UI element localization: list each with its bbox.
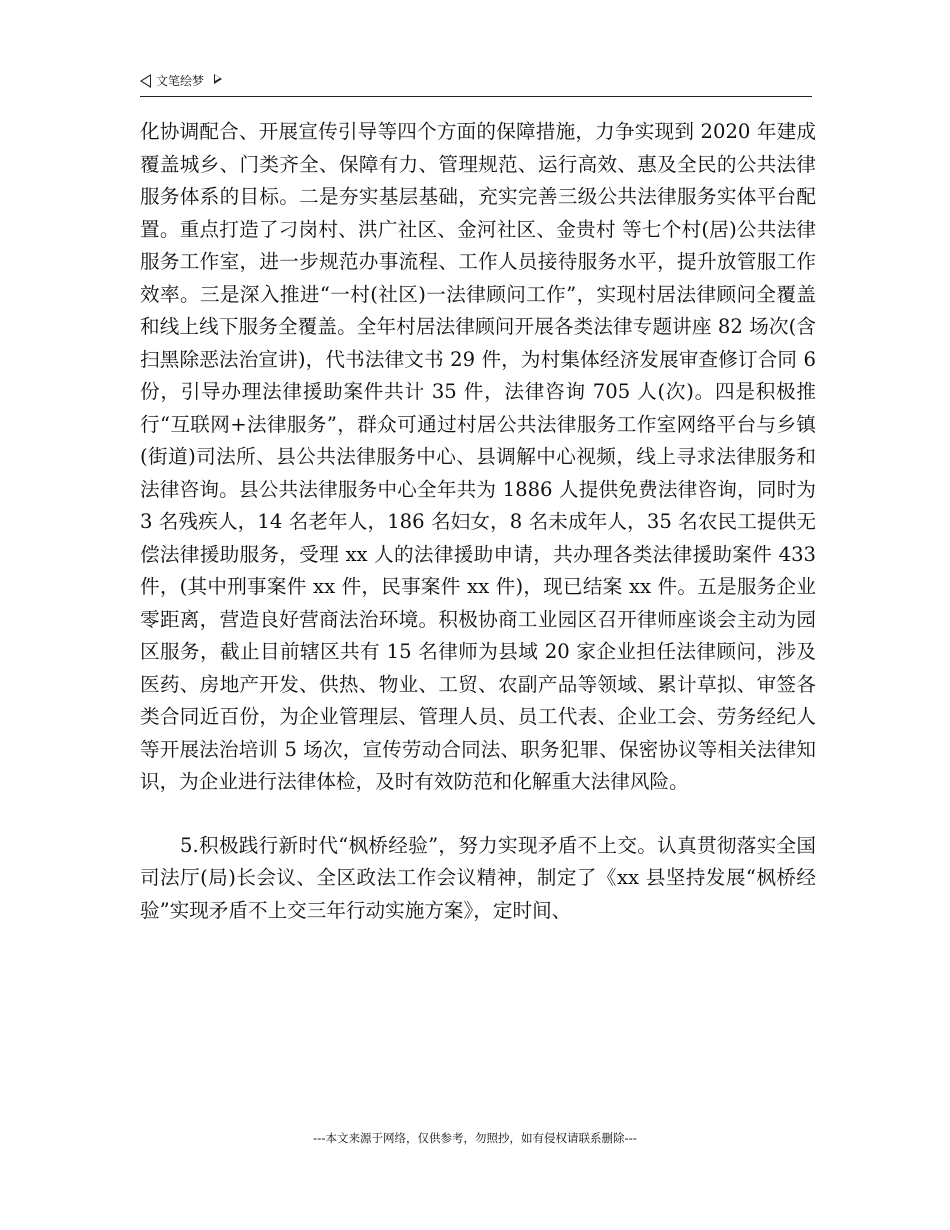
paragraph-2: 5.积极践行新时代“枫桥经验”，努力实现矛盾不上交。认真贯彻落实全国司法厅(局)长会议、全区政法工作会议精神，制定了《xx 县坚持发展“枫桥经验”实现矛盾不上交三年行动实施方案》，定时间、 xyxy=(140,833,816,922)
document-body xyxy=(140,116,816,927)
page-footer: ---本文来源于网络，仅供参考，勿照抄，如有侵权请联系删除--- xyxy=(313,1131,637,1145)
page-header xyxy=(140,72,812,97)
triangle-left-icon xyxy=(140,74,151,88)
triangle-right-icon xyxy=(214,74,222,84)
header-row xyxy=(140,72,222,89)
paragraph-1: 化协调配合、开展宣传引导等四个方面的保障措施，力争实现到 2020 年建成覆盖城乡、门类齐全、保障有力、管理规范、运行高效、惠及全民的公共法律服务体系的目标。二是夯实基层基础，充实完善三级公共法律服务实体平台配置。重点打造了刁岗村、洪广社区、金河社区、金贵村 等七个村(居)公共法律服务工作室，进一步规范办事流程、工作人员接待服务水平，提升放管服工作效率。三是深入推进“一村(社区)一法律顾问工作”，实现村居法律顾问全覆盖和线上线下服务全覆盖。全年村居法律顾问开展各类法律专题讲座 82 场次(含扫黑除恶法治宣讲)，代书法律文书 29 件，为村集体经济发展审查修订合同 6 份，引导办理法律援助案件共计 35 件，法律咨询 705 人(次)。四是积极推行“互联网+法律服务”，群众可通过村居公共法律服务工作室网络平台与乡镇(街道)司法所、县公共法律服务中心、县调解中心视频，线上寻求法律服务和法律咨询。县公共法律服务中心全年共为 1886 人提供免费法律咨询，同时为 3 名残疾人，14 名老年人，186 名妇女，8 名未成年人，35 名农民工提供无偿法律援助服务，受理 xx 人的法律援助申请，共办理各类法律援助案件 433 件，(其中刑事案件 xx 件，民事案件 xx 件)，现已结案 xx 件。五是服务企业零距离，营造良好营商法治环境。积极协商工业园区召开律师座谈会主动为园区服务，截止目前辖区共有 15 名律师为县域 20 家企业担任法律顾问，涉及医药、房地产开发、供热、物业、工贸、农副产品等领域、累计草拟、审签各类合同近百份，为企业管理层、管理人员、员工代表、企业工会、劳务经纪人等开展法治培训 5 场次，宣传劳动合同法、职务犯罪、保密协议等相关法律知识，为企业进行法律体检，及时有效防范和化解重大法律风险。 xyxy=(140,120,816,793)
header-title: 文笔绘梦 xyxy=(156,74,205,88)
